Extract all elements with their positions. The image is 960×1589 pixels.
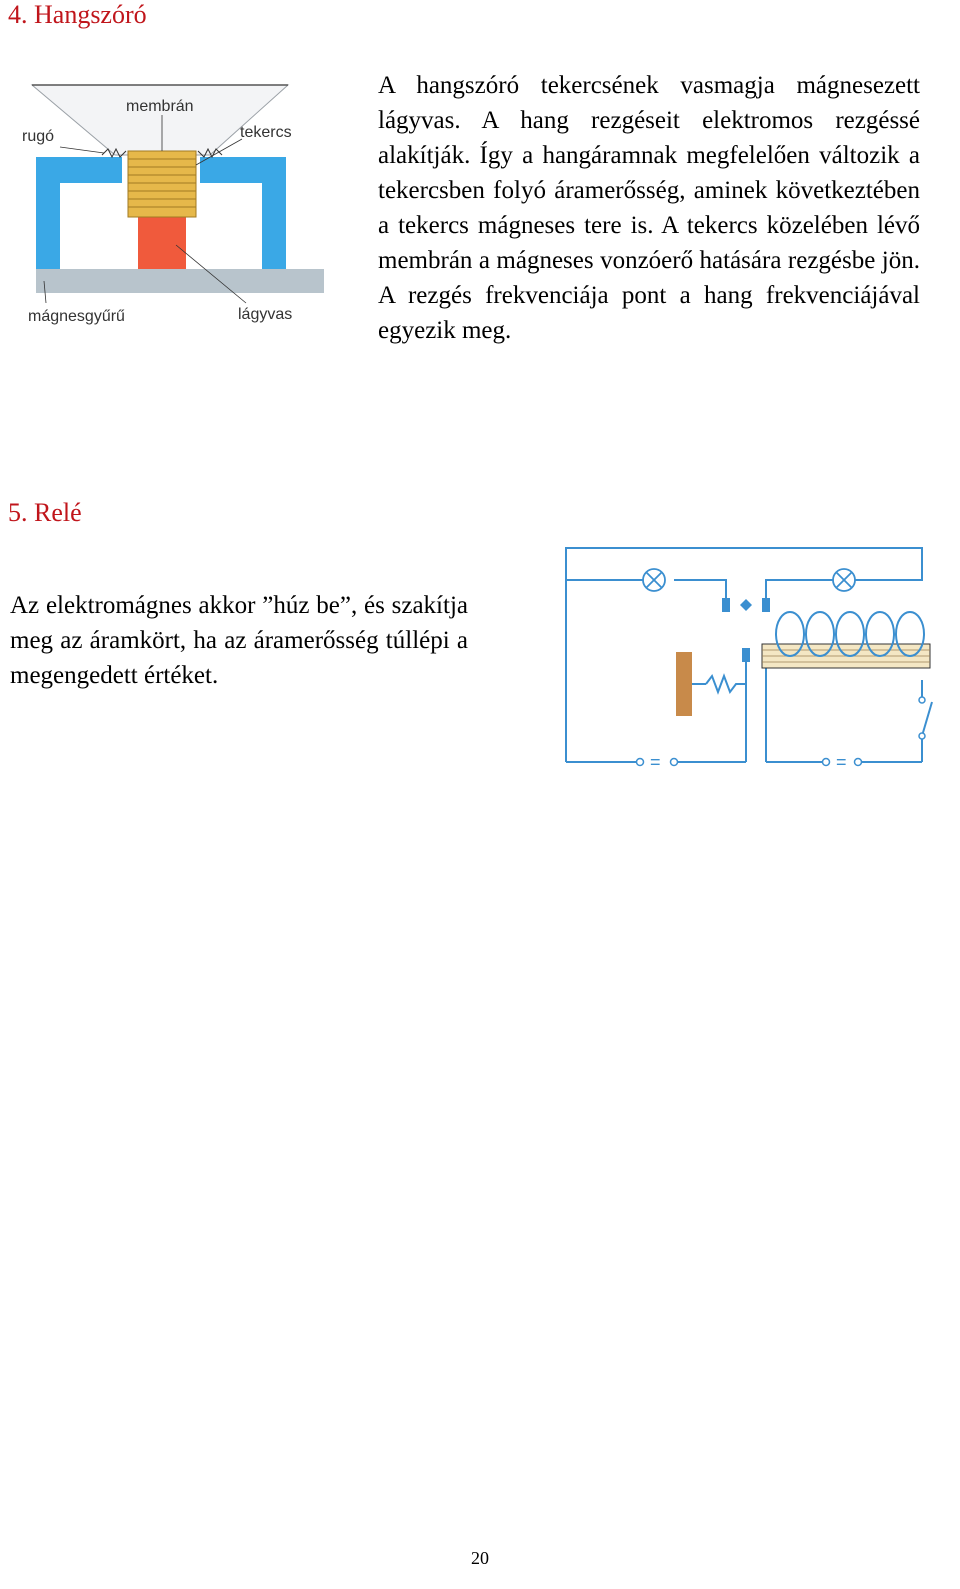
loudspeaker-diagram bbox=[20, 75, 340, 345]
label-magnesgyuru: mágnesgyűrű bbox=[28, 308, 125, 325]
battery-left-terminal-a bbox=[637, 759, 644, 766]
section-heading-rele: 5. Relé bbox=[8, 498, 82, 527]
battery-right-terminal-b bbox=[855, 759, 862, 766]
label-membran: membrán bbox=[126, 98, 194, 115]
contact-left bbox=[722, 598, 730, 612]
lamp-right-icon bbox=[833, 569, 855, 591]
contact-switch bbox=[740, 599, 752, 611]
label-rugo: rugó bbox=[22, 128, 55, 145]
switch-right bbox=[922, 702, 932, 736]
lamp-left-icon bbox=[643, 569, 665, 591]
relay-diagram bbox=[552, 540, 944, 780]
contact-lower bbox=[742, 648, 750, 662]
label-lagyvas: lágyvas bbox=[238, 306, 293, 323]
soft-iron-core bbox=[138, 215, 186, 269]
battery-right-label: = bbox=[836, 752, 847, 772]
page-number: 20 bbox=[471, 1548, 489, 1568]
relay-svg bbox=[552, 540, 944, 780]
contact-right bbox=[762, 598, 770, 612]
loudspeaker-svg bbox=[20, 75, 340, 345]
magnet-ring-right-side bbox=[262, 157, 286, 269]
rele-paragraph: Az elektromágnes akkor ”húz be”, és szakítja meg az áramkört, ha az áramerősség túllépi a megengedett értéket. bbox=[10, 592, 468, 689]
magnet-ring-left-side bbox=[36, 157, 60, 269]
base-plate bbox=[36, 269, 324, 293]
battery-right-terminal-a bbox=[823, 759, 830, 766]
relay-armature bbox=[676, 652, 692, 716]
battery-left-label: = bbox=[650, 752, 661, 772]
hangszoro-paragraph: A hangszóró tekercsének vasmagja mágnesezett lágyvas. A hang rezgéseit elektromos rezgéssé alakítják. Így a hangáramnak megfelelően változik a tekercsben folyó áramerősség, aminek következtében a tekercs mágneses tere is. A tekercs közelében lévő membrán a mágneses vonzóerő hatására rezgésbe jön. A rezgés frekvenciája pont a hang frekvenciájával egyezik meg. bbox=[378, 72, 920, 344]
label-tekercs: tekercs bbox=[240, 124, 292, 141]
battery-left-terminal-b bbox=[671, 759, 678, 766]
section-heading-hangszoro: 4. Hangszóró bbox=[8, 0, 147, 29]
